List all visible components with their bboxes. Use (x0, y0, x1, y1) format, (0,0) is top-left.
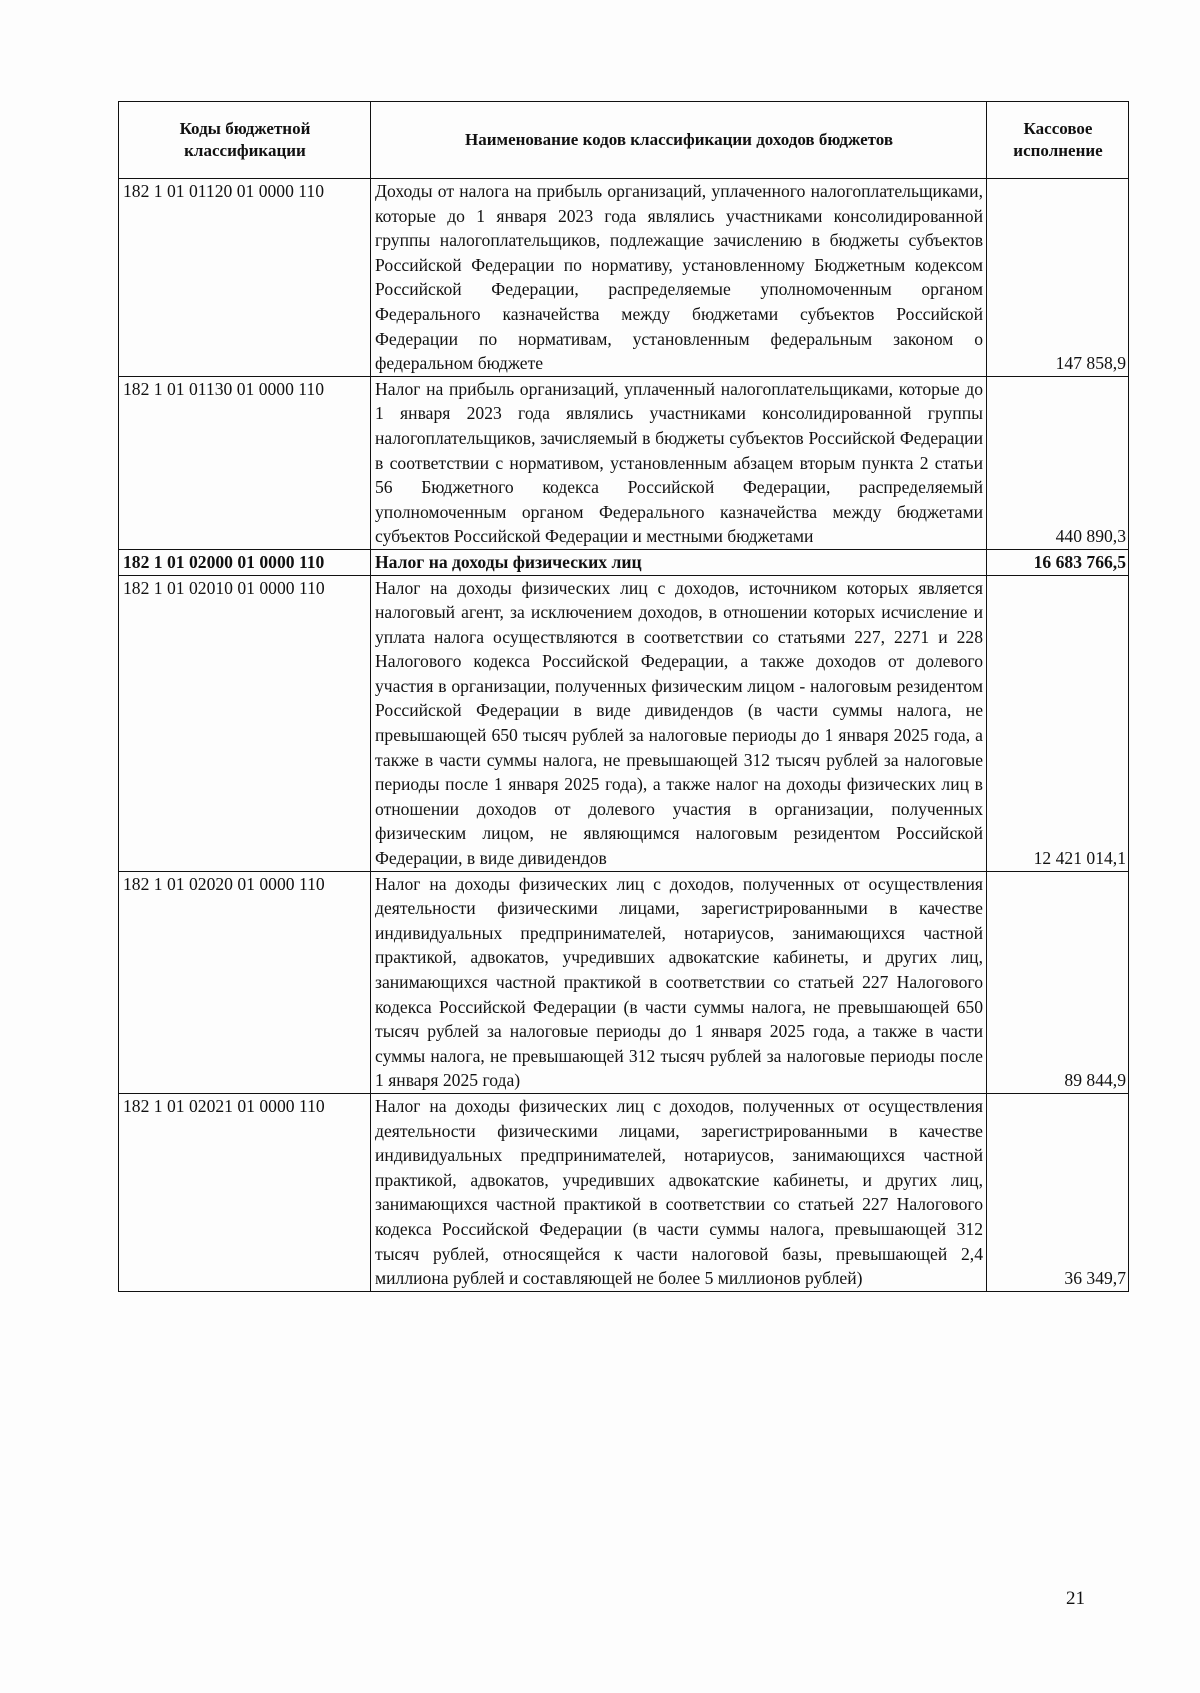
revenue-name: Доходы от налога на прибыль организаций, уплаченного налогоплательщиками, которые до 1 января 2023 года являлись участниками консолидированной группы налогоплательщиков, подлежащие зачислению в бюджеты субъектов Российской Федерации по нормативу, установленному Бюджетным кодексом Российской Федерации, распределяемые уполномоченным органом Федерального казначейства между бюджетами субъектов Российской Федерации по нормативам, установленным федеральным законом о федеральном бюджете (371, 179, 987, 377)
table-row (119, 1093, 1129, 1291)
revenue-name: Налог на доходы физических лиц с доходов, источником которых является налоговый агент, за исключением доходов, в отношении которых исчисление и уплата налога осуществляются в соответствии со статьями 227, 2271 и 228 Налогового кодекса Российской Федерации, а также доходов от долевого участия в организации, полученных физическим лицом - налоговым резидентом Российской Федерации в виде дивидендов (в части суммы налога, не превышающей 650 тысяч рублей за налоговые периоды до 1 января 2025 года, а также в части суммы налога, не превышающей 312 тысяч рублей за налоговые периоды после 1 января 2025 года), а также налог на доходы физических лиц в отношении доходов от долевого участия в организации, полученных физическим лицом, не являющимся налоговым резидентом Российской Федерации, в виде дивидендов (371, 575, 987, 871)
table-row (119, 376, 1129, 549)
budget-code: 182 1 01 02010 01 0000 110 (119, 575, 371, 871)
budget-code: 182 1 01 02021 01 0000 110 (119, 1093, 371, 1291)
revenue-name: Налог на доходы физических лиц с доходов, полученных от осуществления деятельности физическими лицами, зарегистрированными в качестве индивидуальных предпринимателей, нотариусов, занимающихся частной практикой, адвокатов, учредивших адвокатские кабинеты, и других лиц, занимающихся частной практикой в соответствии со статьей 227 Налогового кодекса Российской Федерации (в части суммы налога, не превышающей 650 тысяч рублей за налоговые периоды до 1 января 2025 года, а также в части суммы налога, не превышающей 312 тысяч рублей за налоговые периоды после 1 января 2025 года) (371, 871, 987, 1093)
table-header-row (119, 102, 1129, 179)
table-row-subtotal (119, 549, 1129, 575)
cash-execution-amount: 147 858,9 (987, 179, 1129, 377)
revenue-name: Налог на прибыль организаций, уплаченный налогоплательщиками, которые до 1 января 2023 года являлись участниками консолидированной группы налогоплательщиков, зачисляемый в бюджеты субъектов Российской Федерации в соответствии с нормативом, установленным абзацем вторым пункта 2 статьи 56 Бюджетного кодекса Российской Федерации, распределяемый уполномоченным органом Федерального казначейства между бюджетами субъектов Российской Федерации и местными бюджетами (371, 376, 987, 549)
header-amount: Кассовое исполнение (987, 102, 1129, 179)
budget-code: 182 1 01 02020 01 0000 110 (119, 871, 371, 1093)
table-row (119, 575, 1129, 871)
budget-code: 182 1 01 01130 01 0000 110 (119, 376, 371, 549)
revenue-name: Налог на доходы физических лиц с доходов, полученных от осуществления деятельности физическими лицами, зарегистрированными в качестве индивидуальных предпринимателей, нотариусов, занимающихся частной практикой, адвокатов, учредивших адвокатские кабинеты, и других лиц, занимающихся частной практикой в соответствии со статьей 227 Налогового кодекса Российской Федерации (в части суммы налога, превышающей 312 тысяч рублей, относящейся к части налоговой базы, превышающей 2,4 миллиона рублей и составляющей не более 5 миллионов рублей) (371, 1093, 987, 1291)
cash-execution-amount: 36 349,7 (987, 1093, 1129, 1291)
budget-revenue-table (118, 101, 1129, 1292)
header-code: Коды бюджетной классификации (119, 102, 371, 179)
cash-execution-amount: 12 421 014,1 (987, 575, 1129, 871)
budget-code: 182 1 01 01120 01 0000 110 (119, 179, 371, 377)
cash-execution-amount: 16 683 766,5 (987, 549, 1129, 575)
budget-code: 182 1 01 02000 01 0000 110 (119, 549, 371, 575)
table-row (119, 871, 1129, 1093)
header-name: Наименование кодов классификации доходов бюджетов (371, 102, 987, 179)
cash-execution-amount: 89 844,9 (987, 871, 1129, 1093)
table-row (119, 179, 1129, 377)
cash-execution-amount: 440 890,3 (987, 376, 1129, 549)
revenue-name: Налог на доходы физических лиц (371, 549, 987, 575)
page-number: 21 (1066, 1588, 1085, 1609)
